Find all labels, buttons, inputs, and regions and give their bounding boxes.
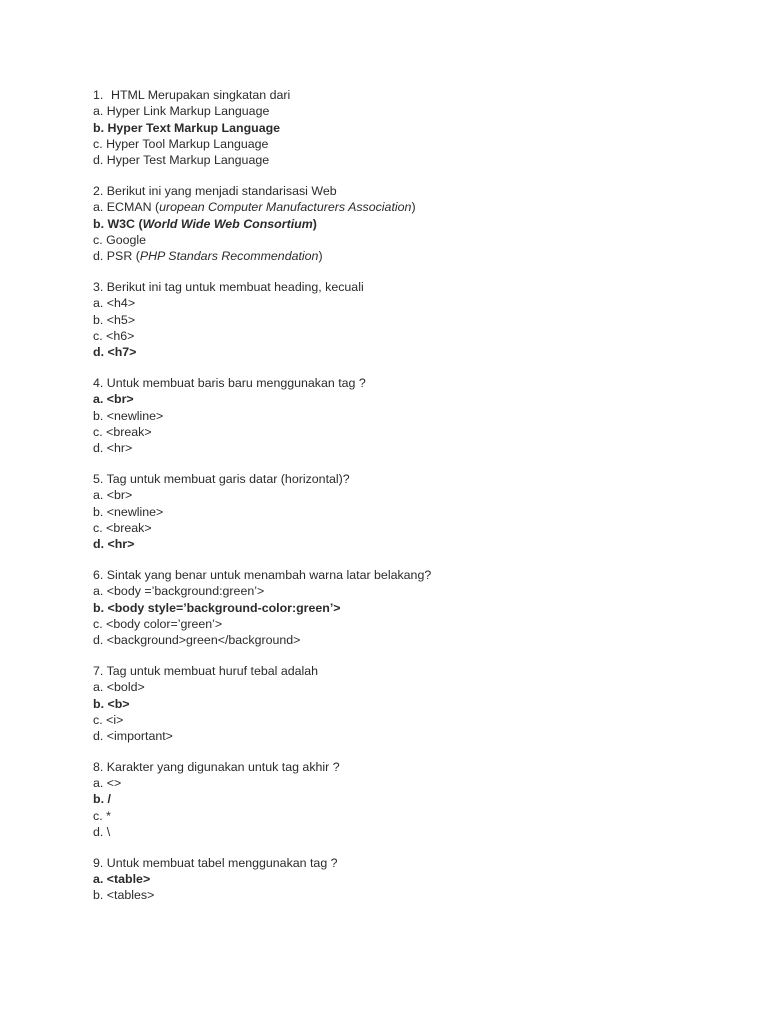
answer-option (93, 440, 693, 456)
option-text: <body =’background:green’> (106, 584, 265, 599)
option-label: b. (93, 120, 105, 135)
option-text: <body color=’green’> (106, 616, 223, 631)
option-label: b. (93, 504, 104, 519)
answer-option (93, 152, 693, 168)
option-text: <br> (106, 392, 134, 407)
question-block (93, 279, 693, 360)
answer-option (93, 728, 693, 744)
question-text (93, 375, 693, 391)
option-label: d. (93, 825, 104, 840)
option-label: c. (93, 808, 103, 823)
option-label: a. (93, 584, 104, 599)
question-block (93, 567, 693, 648)
answer-option (93, 679, 693, 695)
option-text: <h5> (106, 312, 136, 327)
option-label: a. (93, 776, 104, 791)
question-label: Tag untuk membuat huruf tebal adalah (106, 663, 319, 678)
question-block (93, 471, 693, 552)
question-number: 9. (93, 855, 104, 870)
option-text: <i> (106, 712, 124, 727)
option-text: <newline> (106, 408, 164, 423)
answer-option (93, 520, 693, 536)
answer-option (93, 712, 693, 728)
option-label: d. (93, 345, 105, 360)
option-italic-text: World Wide Web Consortium (142, 216, 313, 231)
question-label: Untuk membuat baris baru menggunakan tag ? (106, 375, 366, 390)
question-number: 7. (93, 663, 104, 678)
option-text: <important> (106, 729, 173, 744)
option-text: Hyper Text Markup Language (107, 120, 281, 135)
option-text: Hyper Test Markup Language (106, 153, 270, 168)
option-label: c. (93, 136, 103, 151)
option-label: d. (93, 153, 104, 168)
question-block (93, 87, 693, 168)
option-label: b. (93, 408, 104, 423)
answer-option-correct (93, 216, 693, 232)
question-number: 8. (93, 759, 104, 774)
option-italic-text: uropean Computer Manufacturers Association (159, 200, 412, 215)
option-label: b. (93, 600, 105, 615)
answer-option-correct (93, 600, 693, 616)
option-label: b. (93, 696, 105, 711)
question-text (93, 279, 693, 295)
option-text: <break> (106, 424, 152, 439)
option-label: c. (93, 328, 103, 343)
question-label: Berikut ini tag untuk membuat heading, kecuali (106, 279, 364, 294)
question-label: Berikut ini yang menjadi standarisasi Web (106, 183, 337, 198)
answer-option (93, 487, 693, 503)
answer-option-correct (93, 696, 693, 712)
answer-option (93, 775, 693, 791)
answer-option-correct (93, 120, 693, 136)
answer-option (93, 103, 693, 119)
question-number: 1. (93, 88, 104, 102)
option-label: c. (93, 712, 103, 727)
question-number: 5. (93, 471, 104, 486)
option-text: <b> (107, 696, 130, 711)
question-block (93, 663, 693, 744)
option-suffix: ) (312, 216, 317, 231)
option-text: Hyper Link Markup Language (106, 104, 270, 119)
option-text: <table> (106, 872, 151, 887)
question-text (93, 759, 693, 775)
question-block (93, 759, 693, 840)
option-label: d. (93, 729, 104, 744)
answer-option (93, 632, 693, 648)
answer-option (93, 199, 693, 215)
question-label: Sintak yang benar untuk menambah warna latar belakang? (106, 567, 432, 582)
option-text: <background>green</background> (106, 633, 301, 648)
answer-option (93, 424, 693, 440)
option-text: <newline> (106, 504, 164, 519)
question-block (93, 183, 693, 264)
question-text (93, 567, 693, 583)
option-label: a. (93, 296, 104, 311)
question-text (93, 855, 693, 871)
option-text: \ (106, 825, 111, 840)
option-text: <hr> (107, 537, 135, 552)
question-number: 3. (93, 279, 104, 294)
option-text: PSR ( (106, 249, 140, 264)
question-text (93, 471, 693, 487)
option-label: b. (93, 312, 104, 327)
option-suffix: ) (318, 249, 323, 264)
answer-option (93, 808, 693, 824)
option-text: <br> (106, 488, 133, 503)
option-text: Google (106, 232, 147, 247)
answer-option (93, 232, 693, 248)
option-label: d. (93, 441, 104, 456)
document-page (93, 87, 693, 918)
option-label: d. (93, 537, 105, 552)
option-text: ECMAN ( (106, 200, 160, 215)
option-text: <> (106, 776, 122, 791)
answer-option (93, 583, 693, 599)
answer-option (93, 616, 693, 632)
question-block (93, 855, 693, 904)
option-label: b. (93, 216, 105, 231)
option-text: / (107, 792, 111, 807)
answer-option (93, 824, 693, 840)
option-label: c. (93, 424, 103, 439)
question-text (93, 87, 693, 103)
option-label: a. (93, 872, 104, 887)
option-label: a. (93, 680, 104, 695)
option-label: a. (93, 104, 104, 119)
answer-option-correct (93, 536, 693, 552)
answer-option (93, 504, 693, 520)
answer-option (93, 295, 693, 311)
option-text: <hr> (106, 441, 133, 456)
option-text: <bold> (106, 680, 145, 695)
option-label: b. (93, 792, 105, 807)
option-text: <tables> (106, 888, 155, 903)
answer-option (93, 136, 693, 152)
option-text: <h4> (106, 296, 136, 311)
option-text: <h6> (106, 328, 135, 343)
option-label: a. (93, 200, 104, 215)
option-label: a. (93, 488, 104, 503)
answer-option-correct (93, 871, 693, 887)
answer-option (93, 248, 693, 264)
option-text: W3C ( (107, 216, 143, 231)
question-number: 4. (93, 375, 104, 390)
option-label: c. (93, 232, 103, 247)
question-number: 6. (93, 567, 104, 582)
answer-option-correct (93, 391, 693, 407)
question-label: HTML Merupakan singkatan dari (111, 88, 291, 102)
option-label: d. (93, 249, 104, 264)
option-italic-text: PHP Standars Recommendation (139, 249, 319, 264)
option-text: <h7> (107, 345, 137, 360)
answer-option (93, 312, 693, 328)
option-text: <break> (106, 520, 152, 535)
question-number: 2. (93, 183, 104, 198)
question-block (93, 375, 693, 456)
option-label: a. (93, 392, 104, 407)
question-label: Tag untuk membuat garis datar (horizontal)? (106, 471, 350, 486)
option-label: c. (93, 520, 103, 535)
answer-option-correct (93, 791, 693, 807)
question-label: Untuk membuat tabel menggunakan tag ? (106, 855, 338, 870)
answer-option (93, 887, 693, 903)
answer-option-correct (93, 344, 693, 360)
question-text (93, 183, 693, 199)
answer-option (93, 408, 693, 424)
option-label: b. (93, 888, 104, 903)
option-label: c. (93, 616, 103, 631)
option-label: d. (93, 633, 104, 648)
question-text (93, 663, 693, 679)
answer-option (93, 328, 693, 344)
option-text: * (106, 808, 111, 823)
option-text: Hyper Tool Markup Language (106, 136, 269, 151)
option-text: <body style=’background-color:green’> (107, 600, 341, 615)
question-label: Karakter yang digunakan untuk tag akhir ? (106, 759, 340, 774)
option-suffix: ) (411, 200, 416, 215)
